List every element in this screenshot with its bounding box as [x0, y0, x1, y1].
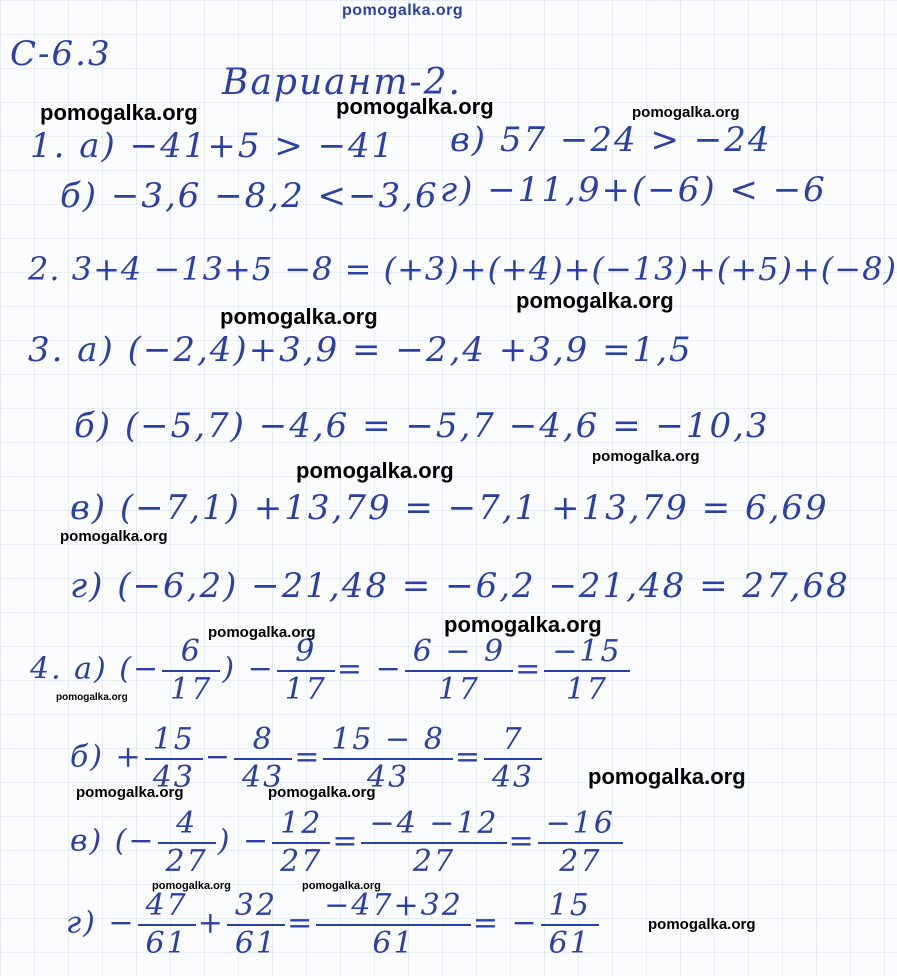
watermark: pomogalka.org — [76, 784, 184, 801]
fraction-denominator: 61 — [234, 925, 278, 961]
fraction-denominator: 61 — [548, 925, 591, 961]
fraction-numerator: 9 — [295, 634, 317, 669]
fraction-numerator: 7 — [502, 722, 524, 757]
site-watermark-top: pomogalka.org — [342, 2, 464, 19]
fraction-denominator: 61 — [145, 925, 188, 961]
watermark: pomogalka.org — [56, 692, 128, 703]
fraction-numerator: 8 — [252, 722, 274, 757]
fraction-numerator: 32 — [234, 888, 278, 923]
watermark: pomogalka.org — [296, 458, 454, 483]
task4-v — [70, 808, 625, 877]
task4-b — [70, 724, 544, 793]
fraction-denominator: 17 — [437, 671, 480, 707]
fraction-denominator: 43 — [366, 759, 410, 795]
fraction-denominator: 43 — [242, 759, 285, 795]
task3-v: в) (−7,1) +13,79 = −7,1 +13,79 = 6,69 — [70, 488, 829, 528]
watermark: pomogalka.org — [648, 916, 756, 933]
fraction-numerator: 12 — [280, 806, 323, 841]
fraction-numerator: 15 — [152, 722, 195, 757]
task4-g-prefix: г) − — [66, 905, 136, 941]
fraction-numerator: 15 — [548, 888, 591, 923]
task4-b-prefix: б) + — [70, 739, 143, 775]
task4-v-prefix: в) (− — [70, 823, 156, 859]
fraction-denominator: 27 — [559, 843, 602, 879]
task3-a: 3. а) (−2,4)+3,9 = −2,4 +3,9 =1,5 — [28, 330, 693, 370]
task4-g-mid: + — [197, 905, 225, 941]
fraction-denominator: 27 — [280, 843, 323, 879]
fraction-denominator: 17 — [284, 671, 327, 707]
task4-a-eq2: = — [515, 651, 543, 687]
task1-v: в) 57 −24 > −24 — [450, 120, 772, 160]
watermark: pomogalka.org — [632, 104, 740, 121]
watermark: pomogalka.org — [302, 880, 381, 892]
task4-v-eq2: = — [508, 823, 536, 859]
watermark: pomogalka.org — [588, 764, 746, 789]
variant-title: Вариант-2. — [222, 62, 462, 103]
fraction-denominator: 17 — [170, 671, 213, 707]
task4-b-mid: − — [204, 739, 233, 775]
fraction-denominator: 17 — [565, 671, 608, 707]
task4-a-mid: ) − — [222, 651, 275, 687]
task1-b: б) −3,6 −8,2 <−3,6 — [60, 176, 439, 216]
task4-a-eq1: = − — [336, 651, 403, 687]
task4-b-eq1: = — [294, 739, 322, 775]
exercise-code: С-6.3 — [10, 34, 112, 74]
task4-g — [66, 890, 601, 959]
watermark: pomogalka.org — [444, 612, 602, 637]
watermark: pomogalka.org — [516, 288, 674, 313]
fraction-numerator: 6 — [180, 634, 202, 669]
watermark: pomogalka.org — [40, 100, 198, 125]
fraction-numerator: −16 — [545, 806, 615, 841]
task3-g: г) (−6,2) −21,48 = −6,2 −21,48 = 27,68 — [70, 566, 850, 606]
watermark: pomogalka.org — [208, 624, 316, 641]
task4-g-eq1: = — [287, 905, 315, 941]
fraction-numerator: −47+32 — [324, 888, 463, 923]
watermark: pomogalka.org — [592, 448, 700, 465]
fraction-numerator: −15 — [552, 634, 622, 669]
fraction-numerator: 4 — [176, 806, 198, 841]
task4-a-prefix: 4. а) (− — [30, 651, 161, 687]
watermark: pomogalka.org — [268, 784, 376, 801]
task4-g-eq2: = − — [472, 905, 539, 941]
watermark: pomogalka.org — [152, 880, 231, 892]
watermark: pomogalka.org — [336, 94, 494, 119]
fraction-denominator: 27 — [165, 843, 208, 879]
fraction-numerator: 15 − 8 — [331, 722, 445, 757]
fraction-denominator: 27 — [412, 843, 456, 879]
task1-a: 1. а) −41+5 > −41 — [30, 126, 396, 166]
fraction-denominator: 43 — [491, 759, 535, 795]
fraction-denominator: 61 — [372, 925, 415, 961]
fraction-numerator: −4 −12 — [369, 806, 499, 841]
fraction-numerator: 6 − 9 — [412, 634, 506, 669]
task3-b: б) (−5,7) −4,6 = −5,7 −4,6 = −10,3 — [74, 406, 770, 446]
task2-line: 2. 3+4 −13+5 −8 = (+3)+(+4)+(−13)+(+5)+(−8) — [28, 250, 897, 288]
task4-v-mid: ) − — [217, 823, 271, 859]
task4-b-eq2: = — [454, 739, 482, 775]
watermark: pomogalka.org — [220, 304, 378, 329]
fraction-denominator: 43 — [152, 759, 195, 795]
fraction-numerator: 47 — [145, 888, 188, 923]
task1-g: г) −11,9+(−6) < −6 — [440, 170, 827, 210]
watermark: pomogalka.org — [60, 528, 168, 545]
task4-v-eq1: = — [332, 823, 360, 859]
